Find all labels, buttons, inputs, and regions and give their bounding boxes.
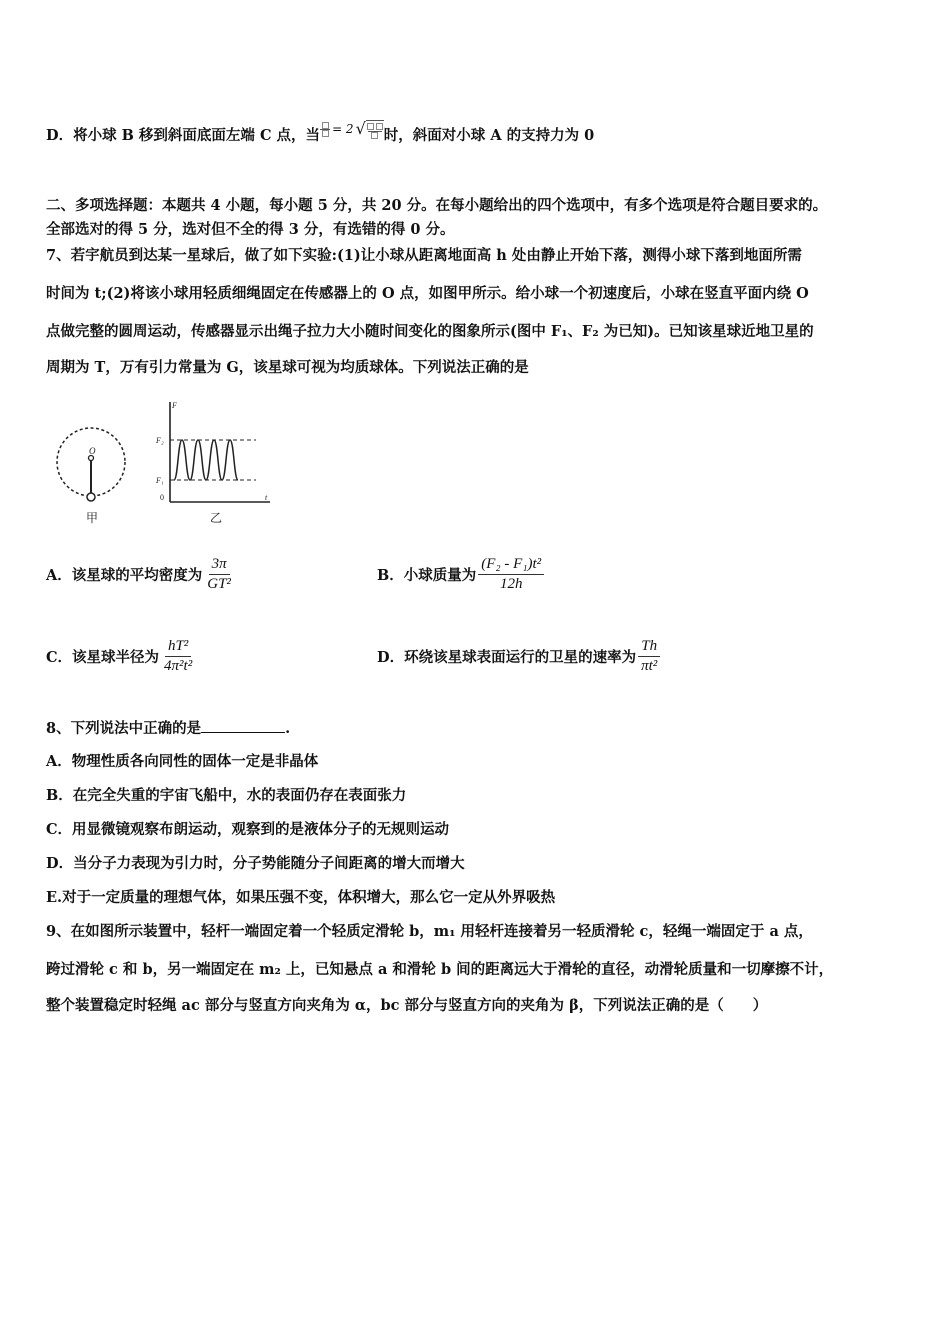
q7-fig-f2: F₂ [156,436,164,445]
section2-line1: 二、多项选择题：本题共 4 小题，每小题 5 分，共 20 分。在每小题给出的四个选项中，有多个选项是符合题目要求的。 [46,197,828,214]
q8-stem: 8、下列说法中正确的是 . [46,720,291,737]
q7-fig-origin: 0 [160,493,164,502]
q7-option-b: B．小球质量为 $\frac{\text{(F₂ - F₁)t²}}{12h}$ [377,556,546,593]
q7-figure-yi [152,396,277,530]
q8-option-a: A．物理性质各向同性的固体一定是非晶体 [46,753,319,770]
q7-figure-jia [48,420,138,528]
q7-force-curve [174,440,238,480]
q7-option-d: D．环绕该星球表面运行的卫星的速率为 $\frac{Th}{\text{πt²}}$ [377,638,662,675]
q7-option-d-formula: $\frac{Th}{\text{πt²}}$ [638,638,660,675]
q8-option-e: E.对于一定质量的理想气体，如果压强不变，体积增大，那么它一定从外界吸热 [46,889,556,906]
q9-line2: 跨过滑轮 c 和 b，另一端固定在 m₂ 上，已知悬点 a 和滑轮 b 间的距离远大于滑轮的直径，动滑轮质量和一切摩擦不计， [46,961,834,978]
q6-option-d [46,119,595,146]
q7-fig1-label: 甲 [86,511,99,525]
q7-option-a-formula: $\frac{3\pi}{\text{GT²}}$ [207,556,231,592]
q7-line4: 周期为 T，万有引力常量为 G，该星球可视为均质球体。下列说法正确的是 [46,359,529,376]
q7-option-c: C．该星球半径为 $\frac{\text{hT²}}{\text{4π²t²}}$ [46,638,197,675]
q7-fig-center-label: O [89,446,96,456]
q6d-prefix: D．将小球 B 移到斜面底面左端 C 点，当 [46,127,321,144]
q7-line1: 7、若宇航员到达某一星球后，做了如下实验:(1)让小球从距离地面高 h 处由静止开始下落，测得小球下落到地面所需 [46,247,802,264]
q9-line1: 9、在如图所示装置中，轻杆一端固定着一个轻质定滑轮 b，m₁ 用轻杆连接着另一轻质滑轮 c，轻绳一端固定于 a 点， [46,923,813,940]
q8-option-c: C．用显微镜观察布朗运动，观察到的是液体分子的无规则运动 [46,821,450,838]
q7-fig2-label: 乙 [210,511,223,525]
q6d-coef: = 2 [332,122,354,136]
q6d-formula: = 2 √ [320,119,384,139]
q7-line2: 时间为 t;(2)将该小球用轻质细绳固定在传感器上的 O 点，如图甲所示。给小球一个初速度后，小球在竖直平面内绕 O [46,285,809,302]
q6d-suffix: 时，斜面对小球 A 的支持力为 0 [383,127,595,144]
q9-line3: 整个装置稳定时轻绳 ac 部分与竖直方向夹角为 α，bc 部分与竖直方向的夹角为 β，下列说法正确的是（ ） [46,997,768,1014]
q7-option-c-formula: $\frac{\text{hT²}}{\text{4π²t²}}$ [164,638,193,674]
q7-option-a: A．该星球的平均密度为 $\frac{3\pi}{\text{GT²}}$ [46,556,236,593]
q7-fig-f-axis: F [172,401,177,410]
q7-fig-t-axis: t [265,493,268,502]
q7-fig-f1: F₁ [156,476,164,485]
section2-line2: 全部选对的得 5 分，选对但不全的得 3 分，有选错的得 0 分。 [46,221,455,238]
q8-option-d: D．当分子力表现为引力时，分子势能随分子间距离的增大而增大 [46,855,465,872]
q7-option-b-formula: $\frac{\text{(F₂ - F₁)t²}}{12h}$ [478,556,544,593]
q8-option-b: B．在完全失重的宇宙飞船中，水的表面仍存在表面张力 [46,787,407,804]
q8-answer-blank [201,718,285,733]
q7-line3: 点做完整的圆周运动，传感器显示出绳子拉力大小随时间变化的图象所示(图中 F₁、F₂ 为已知)。已知该星球近地卫星的 [46,323,814,340]
